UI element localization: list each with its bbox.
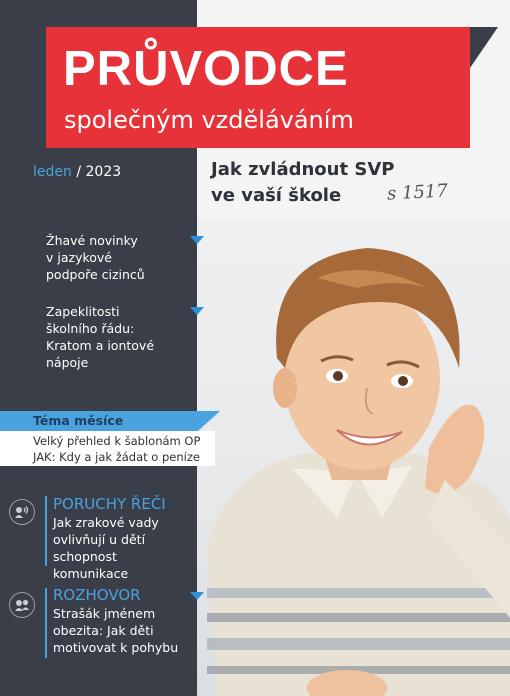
section-divider	[45, 496, 47, 566]
section-heading-rozhovor: ROZHOVOR	[53, 586, 141, 604]
teaser-line: podpoře cizinců	[46, 267, 145, 282]
section-arrow-icon	[190, 592, 204, 600]
issue-date	[33, 164, 121, 180]
teaser-line: nápoje	[46, 355, 89, 370]
teaser-line: Kratom a iontové	[46, 338, 155, 353]
section-line: Strašák jménem	[53, 606, 156, 621]
teaser-arrow-icon	[190, 236, 204, 244]
teaser-arrow-icon	[190, 307, 204, 315]
masthead-block	[46, 27, 470, 148]
issue-year: 2023	[85, 164, 122, 180]
teaser-line: v jazykové	[46, 250, 112, 265]
conversation-icon	[9, 592, 35, 618]
speech-icon	[9, 499, 35, 525]
tema-mesice-line: JAK: Kdy a jak žádat o peníze	[33, 450, 200, 464]
tema-mesice-fold	[198, 411, 220, 431]
cover-headline-line1: Jak zvládnout SVP	[211, 159, 395, 180]
handwritten-note: s 1517	[386, 180, 449, 205]
tema-mesice-label: Téma měsíce	[33, 413, 124, 428]
section-line: ovlivňují u dětí	[53, 532, 146, 547]
section-text-poruchy-reci	[53, 514, 193, 582]
teaser-cizinci	[46, 232, 186, 283]
teaser-line: Zapeklitosti	[46, 304, 120, 319]
issue-separator: /	[71, 164, 86, 180]
tema-mesice-header	[0, 411, 198, 431]
teaser-skolni-rad	[46, 303, 186, 371]
cover-photo	[197, 218, 510, 696]
tema-mesice-body	[0, 431, 215, 466]
magazine-subtitle: společným vzděláváním	[64, 106, 354, 134]
boy-photo-illustration	[197, 218, 510, 696]
teaser-line: školního řádu:	[46, 321, 135, 336]
section-line: obezita: Jak děti	[53, 623, 154, 638]
section-divider	[45, 588, 47, 658]
section-text-rozhovor	[53, 605, 193, 656]
section-line: motivovat k pohybu	[53, 640, 179, 655]
cover-headline-line2: ve vaší škole	[211, 185, 342, 206]
section-line: schopnost komunikace	[53, 549, 129, 581]
issue-month: leden	[33, 164, 72, 180]
teaser-line: Žhavé novinky	[46, 233, 138, 248]
section-line: Jak zrakové vady	[53, 515, 159, 530]
masthead-fold	[470, 27, 498, 68]
cover-headline	[211, 157, 394, 209]
tema-mesice-line: Velký přehled k šablonám OP	[33, 434, 201, 448]
magazine-title: PRŮVODCE	[63, 42, 349, 96]
section-heading-poruchy-reci: PORUCHY ŘEČI	[53, 495, 166, 513]
